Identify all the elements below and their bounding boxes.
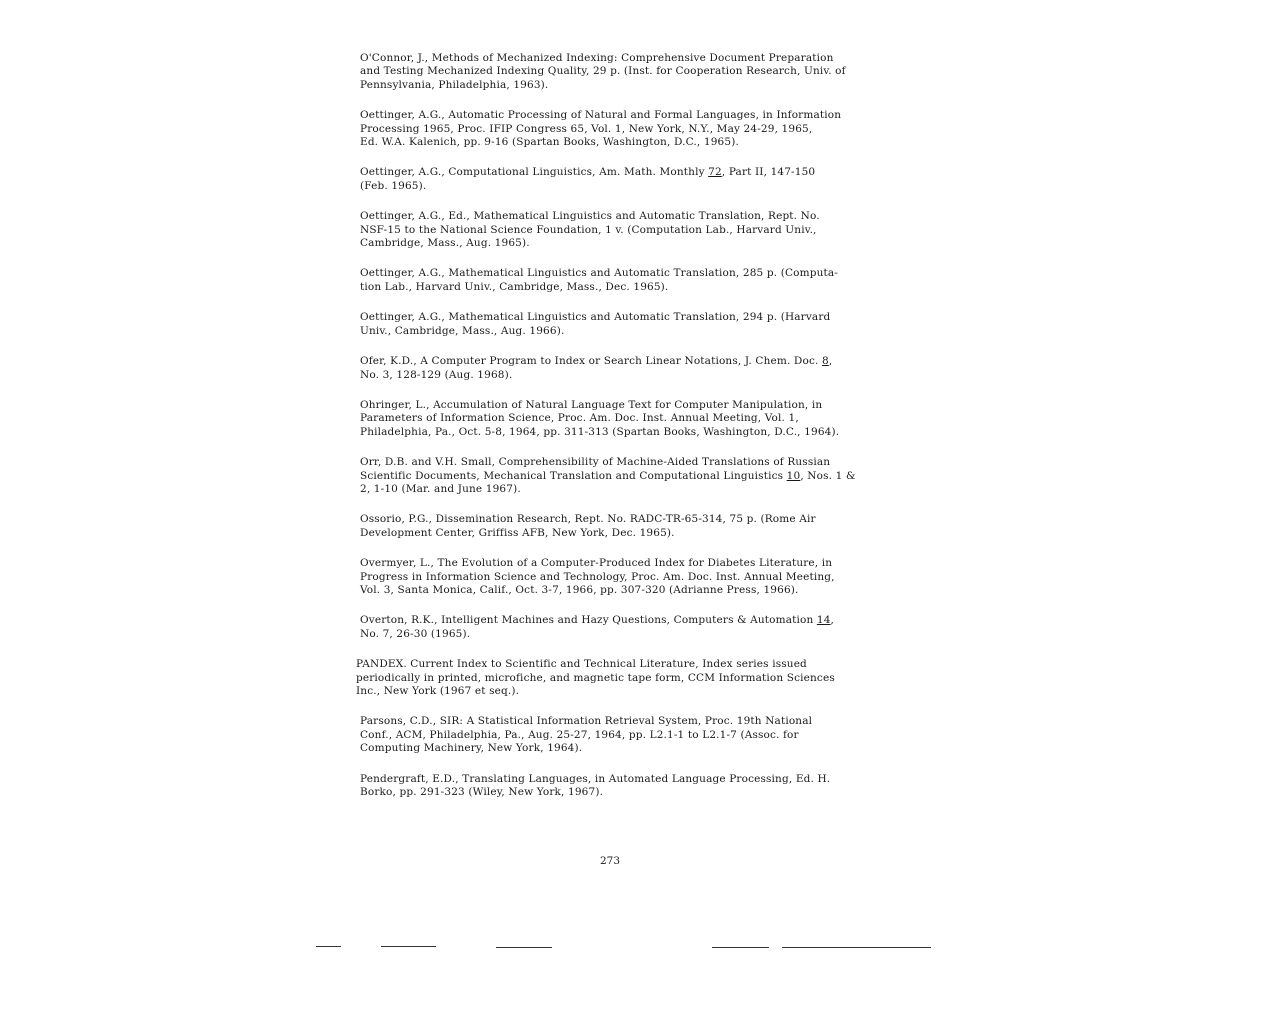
- entry-text: ,: [828, 355, 833, 368]
- entry-text: Pendergraft, E.D., Translating Languages, in Automated Language Processing, Ed. H.: [360, 772, 831, 785]
- entry-text: Overmyer, L., The Evolution of a Computer-Produced Index for Diabetes Literature, in: [360, 557, 833, 570]
- entry-line: [360, 628, 880, 641]
- entry-text: Oettinger, A.G., Mathematical Linguistics and Automatic Translation, 285 p. (Computa-: [360, 267, 838, 280]
- entry-line: [360, 79, 880, 92]
- bibliography-entry: [360, 166, 880, 193]
- bibliography-entry: [360, 513, 880, 540]
- entry-line: [360, 325, 880, 338]
- entry-line: [360, 224, 880, 237]
- entry-text: No. 3, 128-129 (Aug. 1968).: [360, 368, 513, 381]
- entry-text: tion Lab., Harvard Univ., Cambridge, Mass., Dec. 1965).: [360, 280, 669, 293]
- entry-text: Processing 1965, Proc. IFIP Congress 65, Vol. 1, New York, N.Y., May 24-29, 1965,: [360, 122, 813, 135]
- entry-line: [360, 729, 880, 742]
- scan-artifact-line: [496, 947, 552, 948]
- volume-number: 10: [786, 469, 801, 482]
- bibliography-entry: [356, 658, 880, 698]
- scan-artifact-line: [316, 946, 341, 947]
- entry-line: [360, 456, 880, 469]
- entry-text: Oettinger, A.G., Computational Linguistics, Am. Math. Monthly: [360, 166, 709, 179]
- entry-line: [360, 715, 880, 728]
- entry-line: [360, 742, 880, 755]
- entry-line: [360, 412, 880, 425]
- entry-text: Progress in Information Science and Technology, Proc. Am. Doc. Inst. Annual Meeting,: [360, 570, 835, 583]
- entry-text: Inc., New York (1967 et seq.).: [356, 685, 520, 697]
- entry-text: Ohringer, L., Accumulation of Natural Language Text for Computer Manipulation, in: [360, 398, 823, 411]
- bibliography-entry: [360, 399, 880, 439]
- entry-text: 2, 1-10 (Mar. and June 1967).: [360, 482, 521, 495]
- bibliography-entry: [360, 355, 880, 382]
- entry-text: NSF-15 to the National Science Foundation, 1 v. (Computation Lab., Harvard Univ.,: [360, 223, 817, 236]
- page-number: 273: [599, 855, 621, 867]
- entry-text: Cambridge, Mass., Aug. 1965).: [360, 237, 530, 250]
- entry-text: Scientific Documents, Mechanical Translation and Computational Linguistics: [360, 469, 787, 482]
- entry-text: Conf., ACM, Philadelphia, Pa., Aug. 25-27, 1964, pp. L2.1-1 to L2.1-7 (Assoc. for: [360, 728, 799, 741]
- bibliography-entry: [360, 557, 880, 597]
- entry-line: [360, 237, 880, 250]
- entry-line: [360, 584, 880, 597]
- entry-text: Oettinger, A.G., Automatic Processing of Natural and Formal Languages, in Information: [360, 109, 842, 122]
- entry-line: [360, 109, 880, 122]
- entry-text: ,: [830, 614, 835, 627]
- entry-line: [360, 355, 880, 368]
- entry-text: Parsons, C.D., SIR: A Statistical Information Retrieval System, Proc. 19th National: [360, 715, 813, 728]
- entry-text: Computing Machinery, New York, 1964).: [360, 742, 583, 755]
- entry-text: Vol. 3, Santa Monica, Calif., Oct. 3-7, 1966, pp. 307-320 (Adrianne Press, 1966).: [360, 583, 799, 596]
- volume-number: 14: [816, 614, 831, 627]
- entry-line: [356, 672, 880, 685]
- entry-line: [360, 614, 880, 627]
- entry-text: (Feb. 1965).: [360, 179, 427, 192]
- entry-line: [360, 470, 880, 483]
- entry-line: [360, 773, 880, 786]
- entry-line: [360, 527, 880, 540]
- bibliography-entry: [360, 210, 880, 250]
- entry-line: [360, 369, 880, 382]
- scan-artifact-line: [782, 947, 931, 948]
- entry-text: and Testing Mechanized Indexing Quality, 29 p. (Inst. for Cooperation Research, Univ. of: [360, 65, 846, 78]
- bibliography-entry: [360, 52, 880, 92]
- entry-text: Pennsylvania, Philadelphia, 1963).: [360, 78, 549, 91]
- entry-line: [360, 267, 880, 280]
- entry-text: Oettinger, A.G., Mathematical Linguistics and Automatic Translation, 294 p. (Harvard: [360, 311, 831, 324]
- entry-line: [360, 557, 880, 570]
- entry-text: Oettinger, A.G., Ed., Mathematical Linguistics and Automatic Translation, Rept. No.: [360, 210, 820, 223]
- entry-text: Development Center, Griffiss AFB, New York, Dec. 1965).: [360, 526, 675, 539]
- entry-text: Ofer, K.D., A Computer Program to Index or Search Linear Notations, J. Chem. Doc.: [360, 355, 822, 368]
- entry-line: [360, 136, 880, 149]
- entry-text: , Part II, 147-150: [721, 166, 816, 179]
- entry-line: [360, 52, 880, 65]
- entry-text: No. 7, 26-30 (1965).: [360, 627, 471, 640]
- entry-text: Parameters of Information Science, Proc. Am. Doc. Inst. Annual Meeting, Vol. 1,: [360, 412, 799, 425]
- scan-artifact-line: [381, 946, 436, 947]
- entry-text: Philadelphia, Pa., Oct. 5-8, 1964, pp. 311-313 (Spartan Books, Washington, D.C., 1964).: [360, 425, 840, 438]
- entry-text: O'Connor, J., Methods of Mechanized Indexing: Comprehensive Document Preparation: [360, 52, 834, 64]
- entry-line: [360, 123, 880, 136]
- entry-line: [360, 399, 880, 412]
- entry-line: [360, 180, 880, 193]
- entry-line: [360, 281, 880, 294]
- entry-line: [360, 166, 880, 179]
- entry-line: [360, 513, 880, 526]
- entry-text: Borko, pp. 291-323 (Wiley, New York, 1967).: [360, 786, 604, 799]
- entry-text: Orr, D.B. and V.H. Small, Comprehensibility of Machine-Aided Translations of Russian: [360, 456, 831, 469]
- volume-number: 8: [821, 355, 829, 368]
- entry-text: , Nos. 1 &: [800, 469, 856, 482]
- scan-artifact-line: [712, 947, 769, 948]
- bibliography-list: [356, 52, 880, 816]
- entry-line: [360, 571, 880, 584]
- bibliography-entry: [360, 715, 880, 755]
- entry-line: [360, 483, 880, 496]
- entry-line: [360, 210, 880, 223]
- entry-text: PANDEX. Current Index to Scientific and Technical Literature, Index series issued: [356, 658, 807, 671]
- bibliography-entry: [360, 614, 880, 641]
- entry-text: Overton, R.K., Intelligent Machines and Hazy Questions, Computers & Automation: [360, 614, 817, 627]
- entry-text: Univ., Cambridge, Mass., Aug. 1966).: [360, 324, 565, 337]
- entry-line: [356, 658, 880, 671]
- bibliography-entry: [360, 311, 880, 338]
- entry-line: [360, 65, 880, 78]
- bibliography-entry: [360, 109, 880, 149]
- bibliography-entry: [360, 456, 880, 496]
- entry-line: [360, 786, 880, 799]
- entry-line: [356, 685, 880, 698]
- entry-text: Ed. W.A. Kalenich, pp. 9-16 (Spartan Books, Washington, D.C., 1965).: [360, 136, 739, 149]
- bibliography-entry: [360, 267, 880, 294]
- bibliography-entry: [360, 773, 880, 800]
- entry-text: periodically in printed, microfiche, and magnetic tape form, CCM Information Sciences: [356, 671, 835, 684]
- volume-number: 72: [708, 166, 722, 179]
- entry-line: [360, 426, 880, 439]
- entry-text: Ossorio, P.G., Dissemination Research, Rept. No. RADC-TR-65-314, 75 p. (Rome Air: [360, 513, 816, 526]
- entry-line: [360, 311, 880, 324]
